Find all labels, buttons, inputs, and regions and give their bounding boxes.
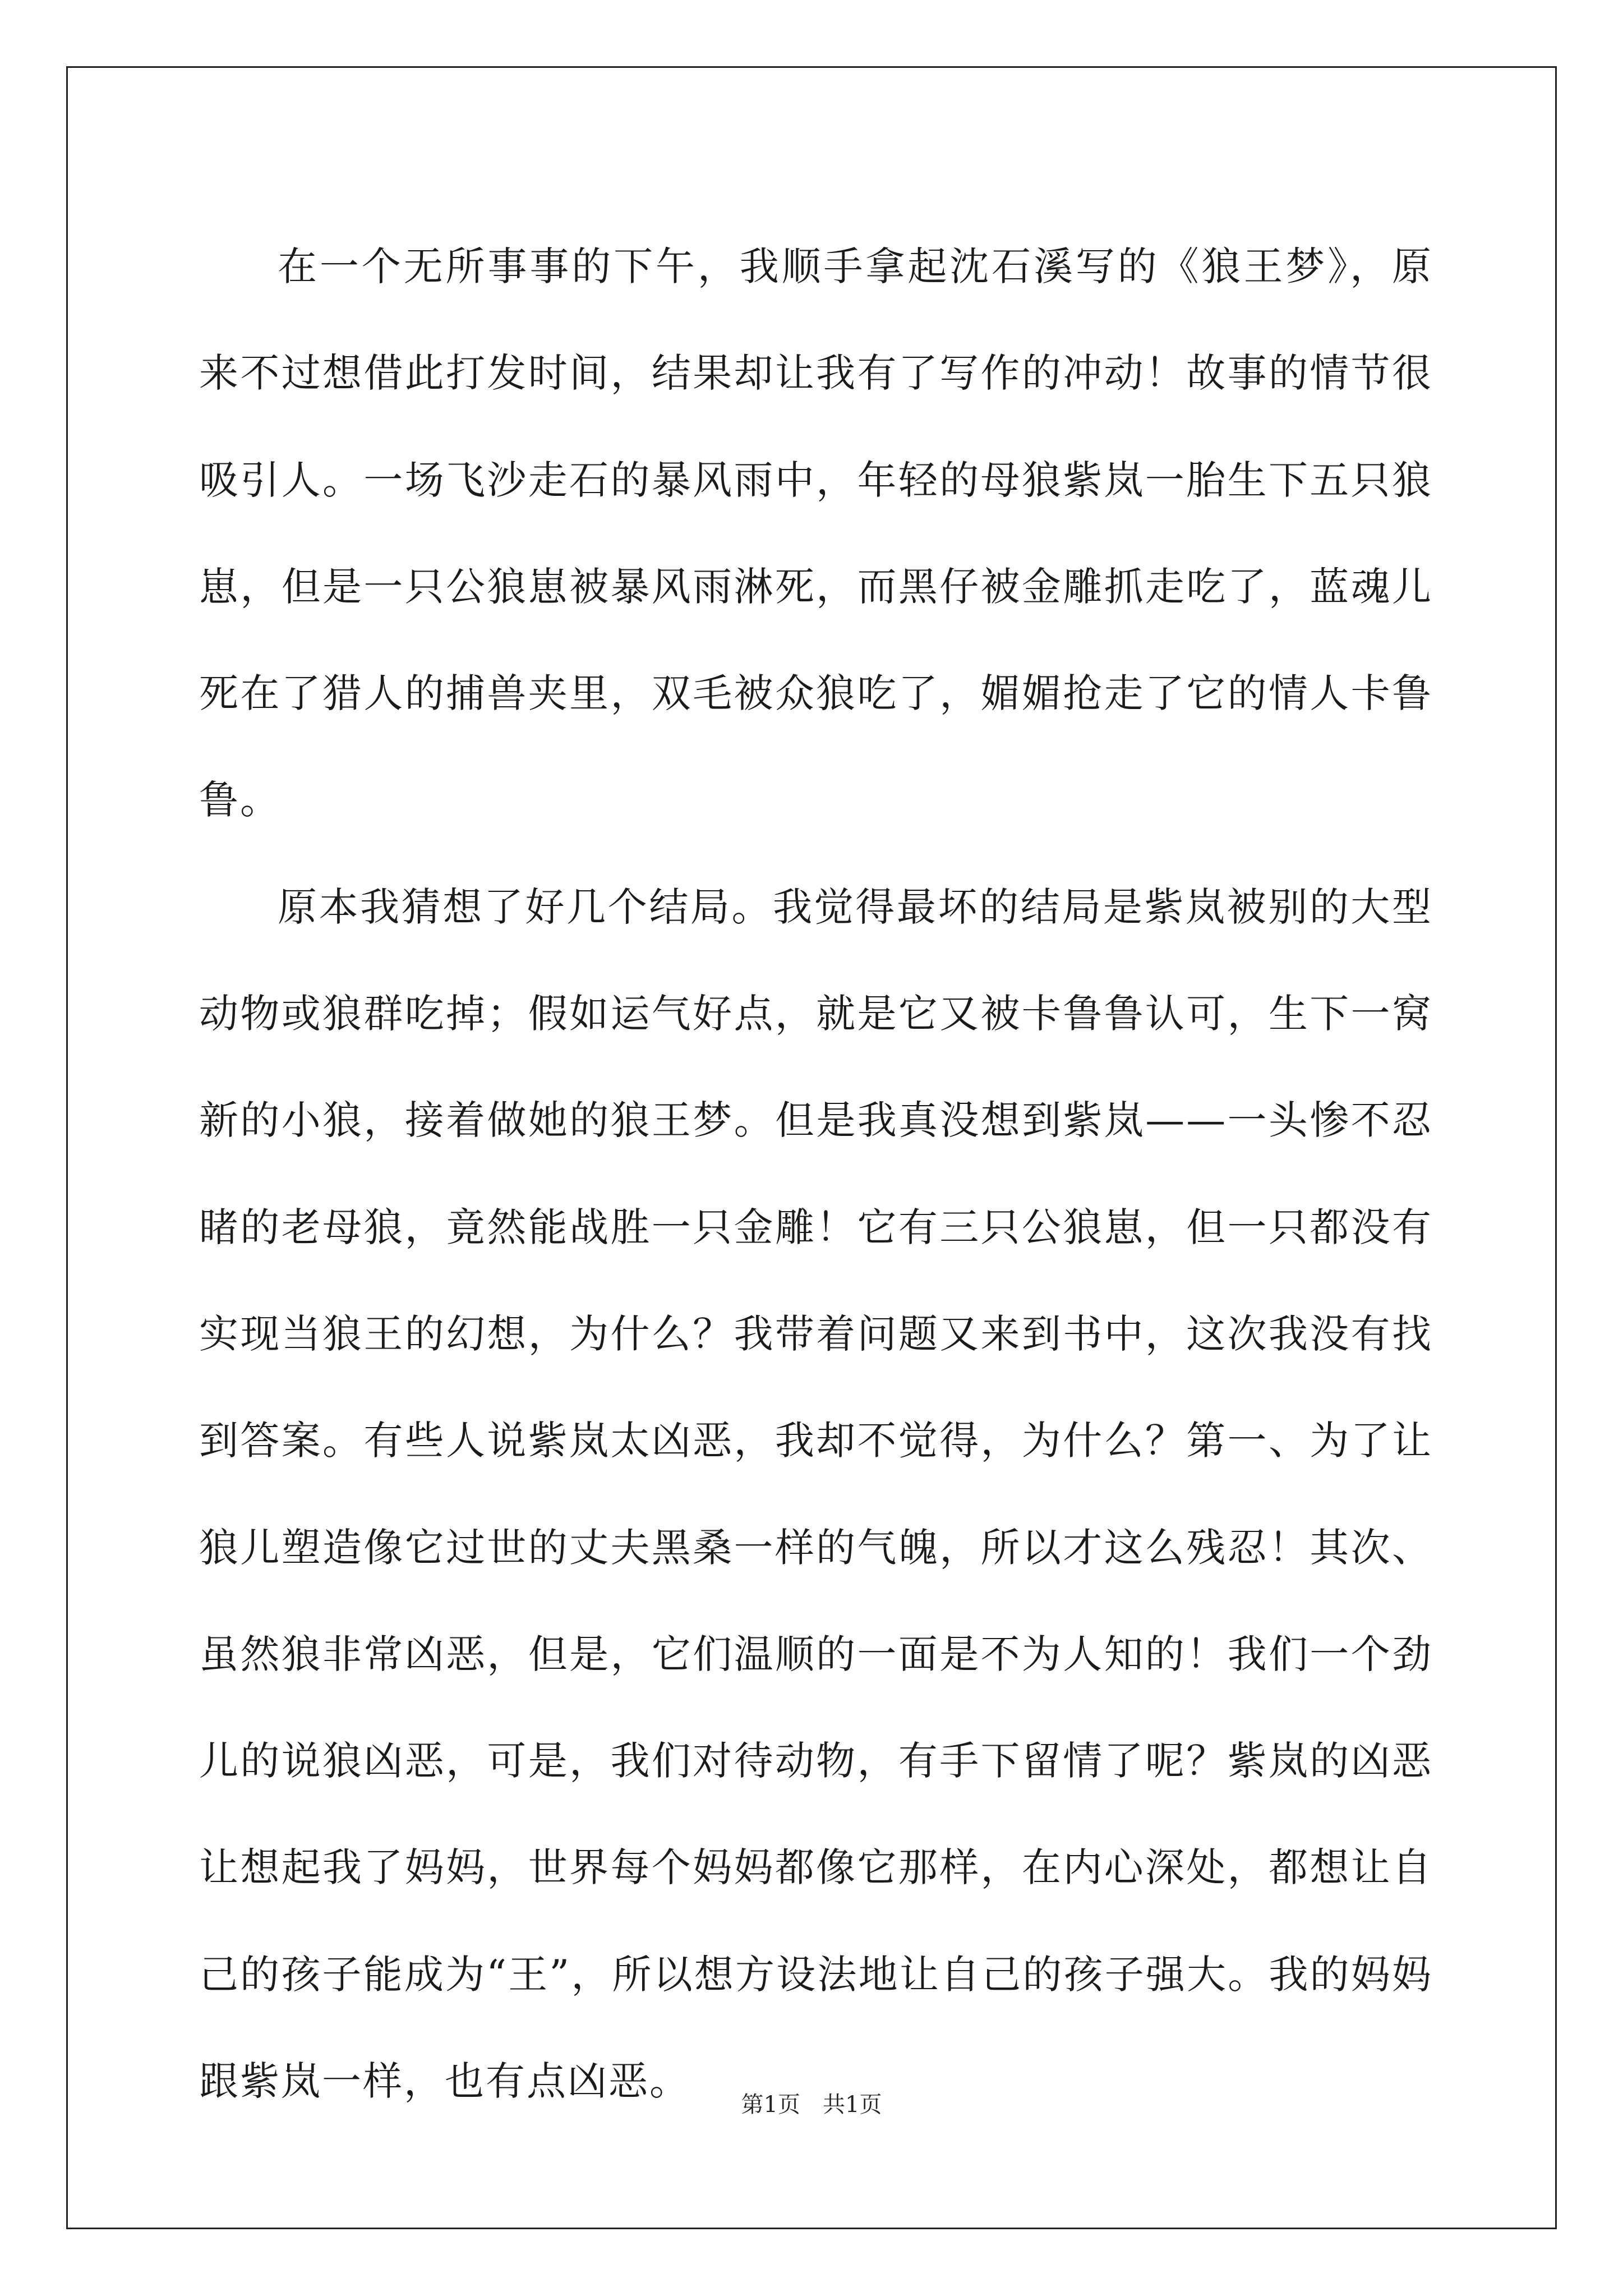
paragraph-1: 在一个无所事事的下午，我顺手拿起沈石溪写的《狼王梦》，原来不过想借此打发时间，结果却让我有了写作的冲动！故事的情节很吸引人。一场飞沙走石的暴风雨中，年轻的母狼紫岚一胎生下五只狼崽，但是一只公狼崽被暴风雨淋死，而黑仔被金雕抓走吃了，蓝魂儿死在了猎人的捕兽夹里，双毛被众狼吃了，媚媚抢走了它的情人卡鲁鲁。 <box>199 243 1433 823</box>
page-footer: 第1页 共1页 <box>741 2092 882 2118</box>
paragraph-2: 原本我猜想了好几个结局。我觉得最坏的结局是紫岚被别的大型动物或狼群吃掉；假如运气好点，就是它又被卡鲁鲁认可，生下一窝新的小狼，接着做她的狼王梦。但是我真没想到紫岚——一头惨不忍睹的老母狼，竟然能战胜一只金雕！它有三只公狼崽，但一只都没有实现当狼王的幻想，为什么？我带着问题又来到书中，这次我没有找到答案。有些人说紫岚太凶恶，我却不觉得，为什么？第一、为了让狼儿塑造像它过世的丈夫黑桑一样的气魄，所以才这么残忍！其次、虽然狼非常凶恶，但是，它们温顺的一面是不为人知的！我们一个劲儿的说狼凶恶，可是，我们对待动物，有手下留情了呢？紫岚的凶恶让想起我了妈妈，世界每个妈妈都像它那样，在内心深处，都想让自己的孩子能成为“王”，所以想方设法地让自己的孩子强大。我的妈妈跟紫岚一样，也有点凶恶。 <box>199 884 1433 2105</box>
document-body <box>199 213 1433 2134</box>
